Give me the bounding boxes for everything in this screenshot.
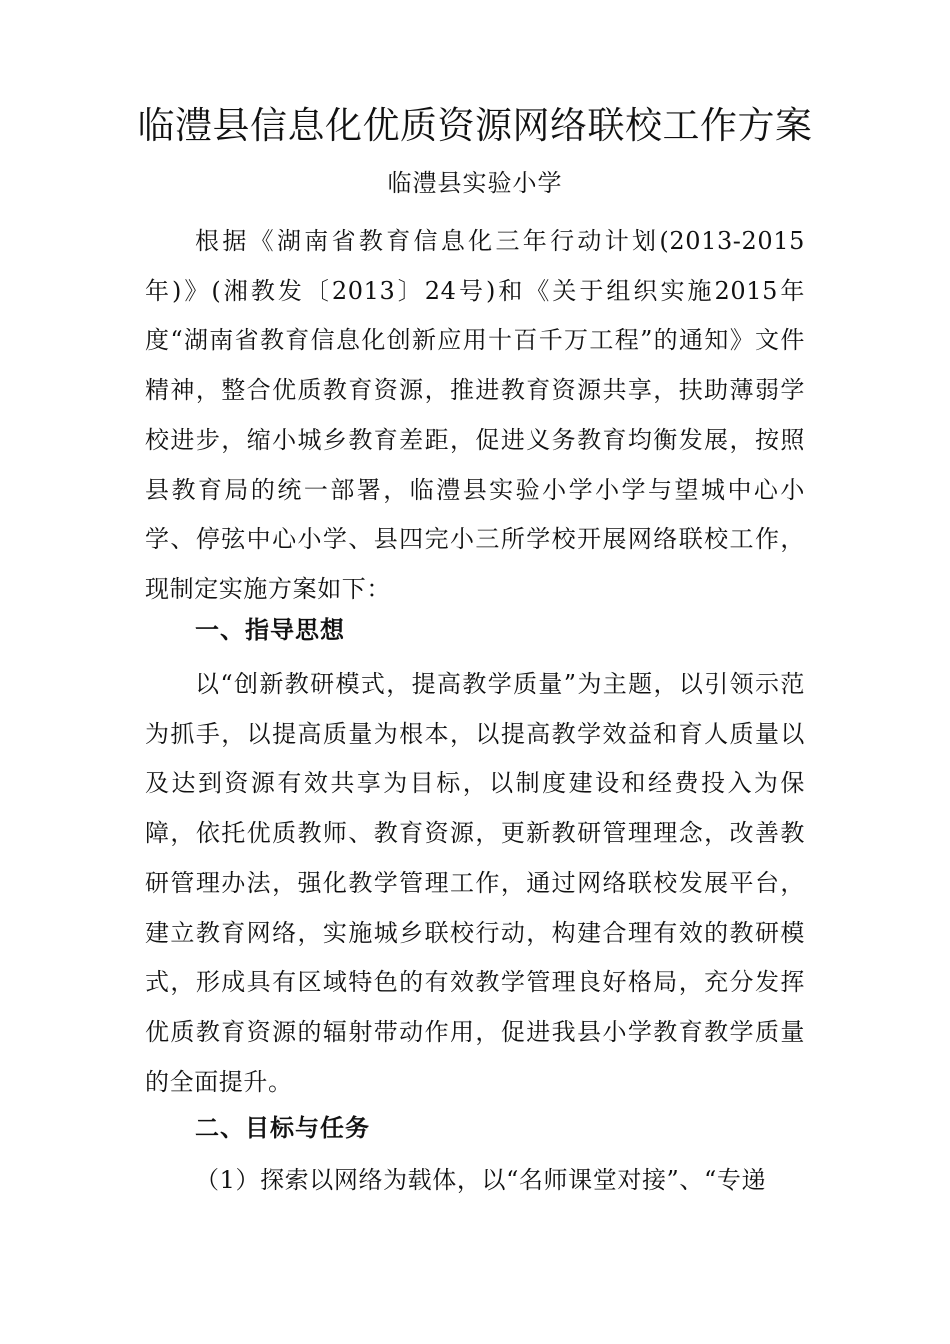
document-author: 临澧县实验小学 [387,169,563,197]
guiding-ideology-paragraph: 以“创新教研模式，提高教学质量”为主题，以引领示范为抓手，以提高质量为根本，以提高教学效益和育人质量以及达到资源有效共享为目标，以制度建设和经费投入为保障，依托优质教师、教育资源，更新教研管理理念，改善教研管理办法，强化教学管理工作，通过网络联校发展平台，建立教育网络，实施城乡联校行动，构建合理有效的教研模式，形成具有区域特色的有效教学管理良好格局，充分发挥优质教育资源的辐射带动作用，促进我县小学教育教学质量的全面提升。 [145,670,805,1096]
section-heading-goals-tasks: 二、目标与任务 [195,1114,370,1142]
document-title: 临澧县信息化优质资源网络联校工作方案 [137,104,813,147]
goals-tasks-paragraph: （1）探索以网络为载体，以“名师课堂对接”、“专递 [195,1166,767,1194]
section-heading-guiding-ideology: 一、指导思想 [195,616,345,644]
intro-paragraph: 根据《湖南省教育信息化三年行动计划(2013-2015年)》(湘教发〔2013〕24号)和《关于组织实施2015年度“湖南省教育信息化创新应用十百千万工程”的通知》文件精神，整合优质教育资源，推进教育资源共享，扶助薄弱学校进步，缩小城乡教育差距，促进义务教育均衡发展，按照县教育局的统一部署，临澧县实验小学小学与望城中心小学、停弦中心小学、县四完小三所学校开展网络联校工作，现制定实施方案如下： [145,227,805,603]
